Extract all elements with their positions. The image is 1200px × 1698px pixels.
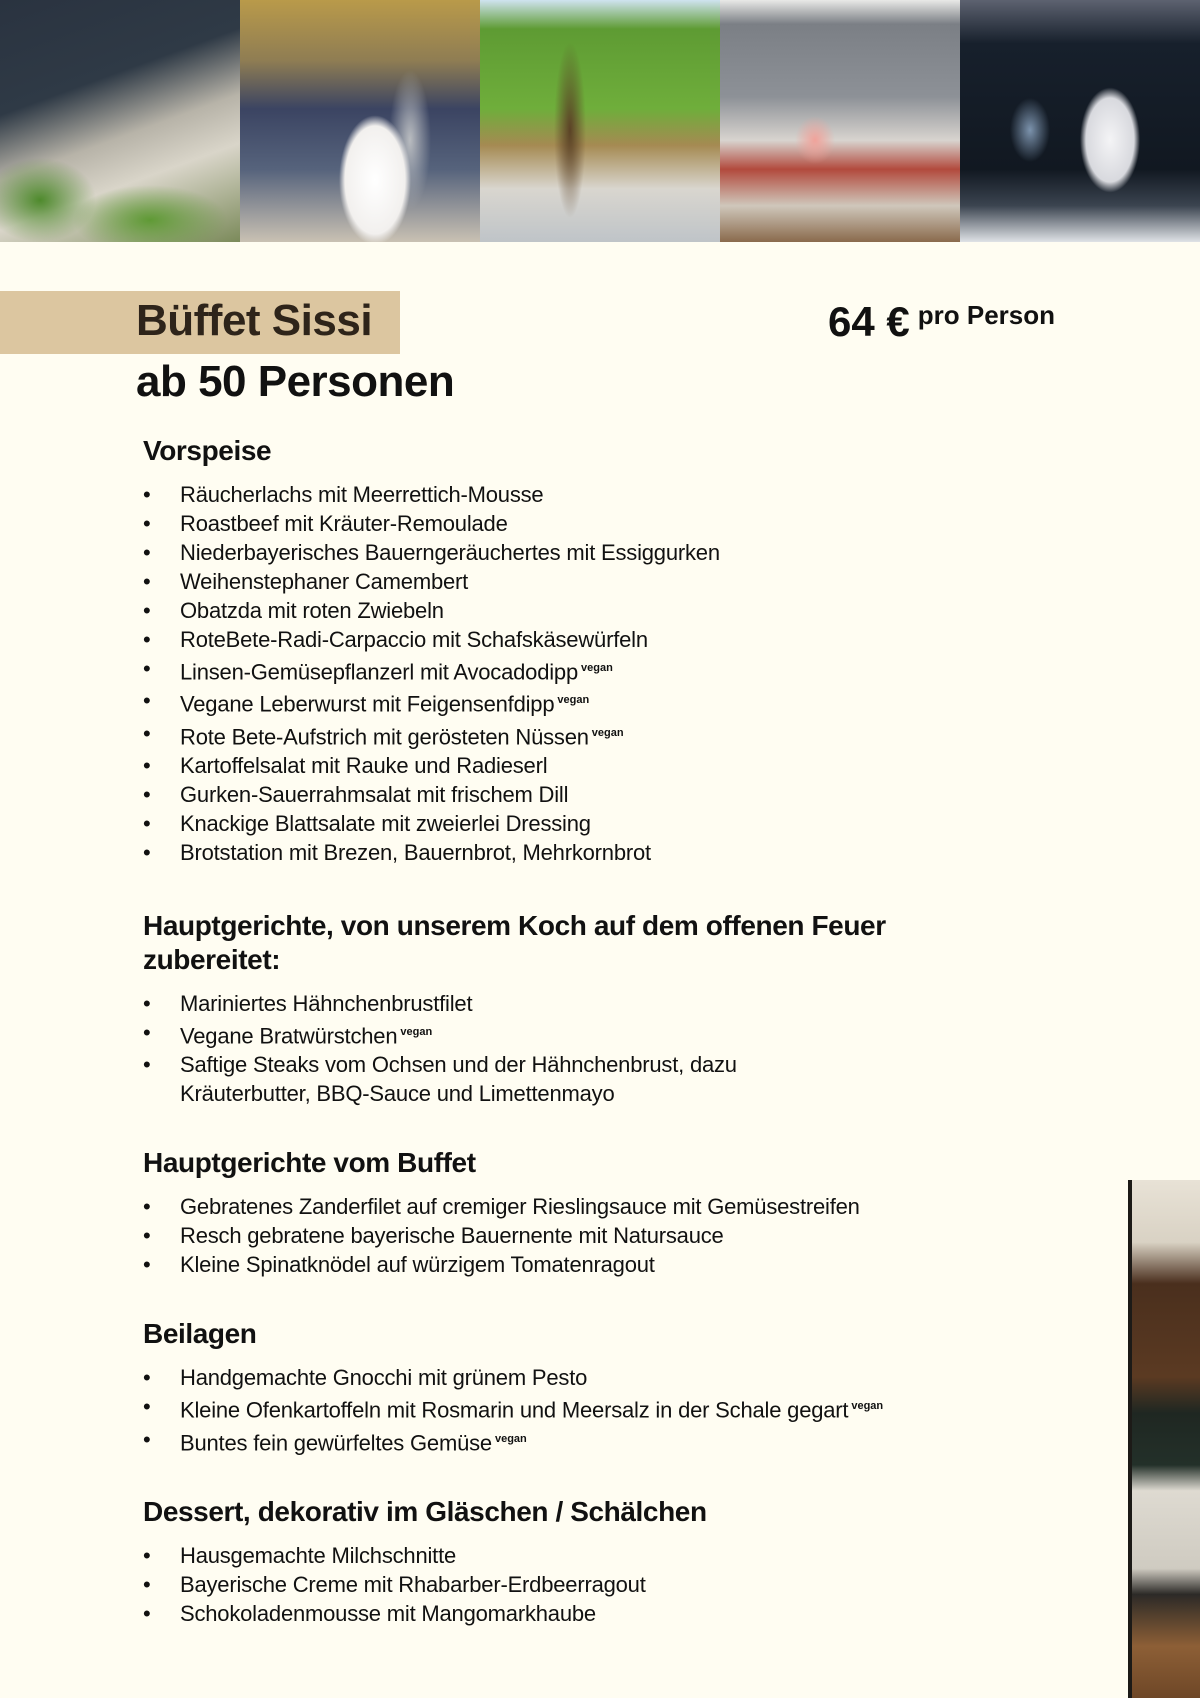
item-text: Rote Bete-Aufstrich mit gerösteten Nüssen (180, 723, 589, 749)
bullet-icon: • (143, 511, 151, 536)
list-item (143, 654, 1043, 686)
list-item (143, 809, 1043, 838)
item-text: Weihenstephaner Camembert (180, 569, 469, 594)
bullet-icon: • (143, 482, 151, 507)
list-item (143, 1392, 1043, 1424)
bullet-icon: • (143, 1571, 151, 1597)
section-hauptgerichte-buffet (143, 1146, 1043, 1279)
list-item (143, 625, 1043, 654)
photo-stage-band (960, 0, 1200, 242)
bullet-icon: • (143, 810, 151, 836)
bullet-icon: • (143, 1052, 151, 1078)
photo-restaurant-interior (1128, 1180, 1200, 1698)
offer-title: Büffet Sissi (136, 296, 373, 345)
item-text: Linsen-Gemüsepflanzerl mit Avocadodipp (180, 659, 579, 685)
bullet-icon: • (143, 1252, 151, 1278)
item-list (143, 1192, 1043, 1279)
list-item (143, 509, 1043, 538)
item-list (143, 989, 1043, 1108)
bullet-icon: • (143, 781, 151, 807)
bullet-icon: • (143, 688, 151, 714)
list-item (143, 1599, 1043, 1628)
item-text: Kartoffelsalat mit Rauke und Radieserl (180, 752, 548, 778)
item-text: Gebratenes Zanderfilet auf cremiger Rieslingsauce mit Gemüsestreifen (180, 1194, 860, 1220)
section-dessert (143, 1495, 1043, 1628)
bullet-icon: • (143, 1365, 151, 1391)
list-item (143, 686, 1043, 718)
bullet-icon: • (143, 1600, 151, 1626)
item-text: Niederbayerisches Bauerngeräuchertes mit Essiggurken (180, 540, 720, 565)
vegan-badge: vegan (581, 662, 613, 674)
list-item (143, 719, 1043, 751)
item-text: RoteBete-Radi-Carpaccio mit Schafskäsewürfeln (180, 627, 648, 652)
vegan-badge: vegan (494, 1432, 527, 1445)
bullet-icon: • (143, 752, 151, 778)
vegan-badge: vegan (400, 1025, 433, 1038)
item-text: Mariniertes Hähnchenbrustfilet (180, 990, 473, 1016)
item-text: Vegane Bratwürstchen (180, 1023, 398, 1049)
bullet-icon: • (143, 1223, 151, 1249)
offer-subtitle: ab 50 Personen (136, 357, 455, 406)
item-text: Buntes fein gewürfeltes Gemüse (180, 1429, 492, 1455)
bullet-icon: • (143, 627, 151, 652)
bullet-icon: • (143, 598, 151, 623)
item-text: Roastbeef mit Kräuter-Remoulade (180, 511, 508, 536)
item-list (143, 1363, 1043, 1457)
item-text: Räucherlachs mit Meerrettich-Mousse (180, 482, 544, 507)
item-text: Brotstation mit Brezen, Bauernbrot, Mehrkornbrot (180, 839, 651, 865)
bullet-icon: • (143, 1426, 151, 1452)
list-item (143, 989, 1043, 1018)
photo-chef-plating (0, 0, 240, 242)
menu (143, 434, 1043, 1628)
bullet-icon: • (143, 569, 151, 594)
bullet-icon: • (143, 1542, 151, 1568)
bullet-icon: • (143, 540, 151, 565)
bullet-icon: • (143, 1019, 151, 1045)
section-title: Vorspeise (143, 435, 272, 466)
section-title: Dessert, dekorativ im Gläschen / Schälchen (143, 1495, 707, 1527)
item-text: Handgemachte Gnocchi mit grünem Pesto (180, 1365, 588, 1391)
list-item (143, 1192, 1043, 1221)
list-item (143, 1363, 1043, 1392)
list-item (143, 596, 1043, 625)
list-item (143, 1570, 1043, 1599)
section-hauptgerichte-feuer (143, 909, 1043, 1108)
item-text: Resch gebratene bayerische Bauernente mit Natursauce (180, 1223, 724, 1249)
item-text: Bayerische Creme mit Rhabarber-Erdbeerragout (180, 1571, 646, 1597)
price-unit: pro Person (917, 300, 1055, 330)
section-beilagen (143, 1317, 1043, 1457)
bullet-icon: • (143, 839, 151, 865)
section-vorspeise (143, 434, 1043, 867)
item-text: Schokoladenmousse mit Mangomarkhaube (180, 1600, 596, 1626)
bullet-icon: • (143, 1194, 151, 1220)
list-item (143, 1018, 1043, 1050)
item-text: Kleine Ofenkartoffeln mit Rosmarin und Meersalz in der Schale gegart (180, 1397, 849, 1423)
item-list (143, 1541, 1043, 1628)
bullet-icon: • (143, 1394, 151, 1420)
photo-strip (0, 0, 1200, 242)
list-item (143, 1250, 1043, 1279)
photo-banquet-hall (720, 0, 960, 242)
list-item (143, 1221, 1043, 1250)
bullet-icon: • (143, 990, 151, 1016)
price-amount: 64 € (828, 298, 910, 345)
item-text: Gurken-Sauerrahmsalat mit frischem Dill (180, 781, 569, 807)
photo-wedding-couple (240, 0, 480, 242)
list-item (143, 538, 1043, 567)
bullet-icon: • (143, 720, 151, 746)
list-item (143, 1425, 1043, 1457)
item-text: Saftige Steaks vom Ochsen und der Hähnchenbrust, dazu Kräuterbutter, BBQ-Sauce und Limettenmayo (180, 1052, 737, 1107)
item-text: Kleine Spinatknödel auf würzigem Tomatenragout (180, 1252, 655, 1278)
item-text: Obatzda mit roten Zwiebeln (180, 598, 444, 623)
item-list (143, 480, 1043, 867)
price (828, 298, 1055, 346)
photo-beer-garden (480, 0, 720, 242)
list-item (143, 1541, 1043, 1570)
item-text: Knackige Blattsalate mit zweierlei Dressing (180, 810, 591, 836)
list-item (143, 751, 1043, 780)
bullet-icon: • (143, 656, 151, 681)
list-item (143, 838, 1043, 867)
vegan-badge: vegan (591, 726, 624, 739)
section-title: Hauptgerichte, von unserem Koch auf dem offenen Feuer zubereitet: (143, 909, 886, 975)
section-title: Hauptgerichte vom Buffet (143, 1147, 476, 1179)
vegan-badge: vegan (557, 694, 590, 707)
list-item (143, 1050, 740, 1108)
list-item (143, 480, 1043, 509)
list-item (143, 780, 1043, 809)
list-item (143, 567, 1043, 596)
item-text: Vegane Leberwurst mit Feigensenfdipp (180, 691, 555, 717)
item-text: Hausgemachte Milchschnitte (180, 1542, 457, 1568)
section-title: Beilagen (143, 1318, 257, 1350)
vegan-badge: vegan (851, 1400, 884, 1413)
